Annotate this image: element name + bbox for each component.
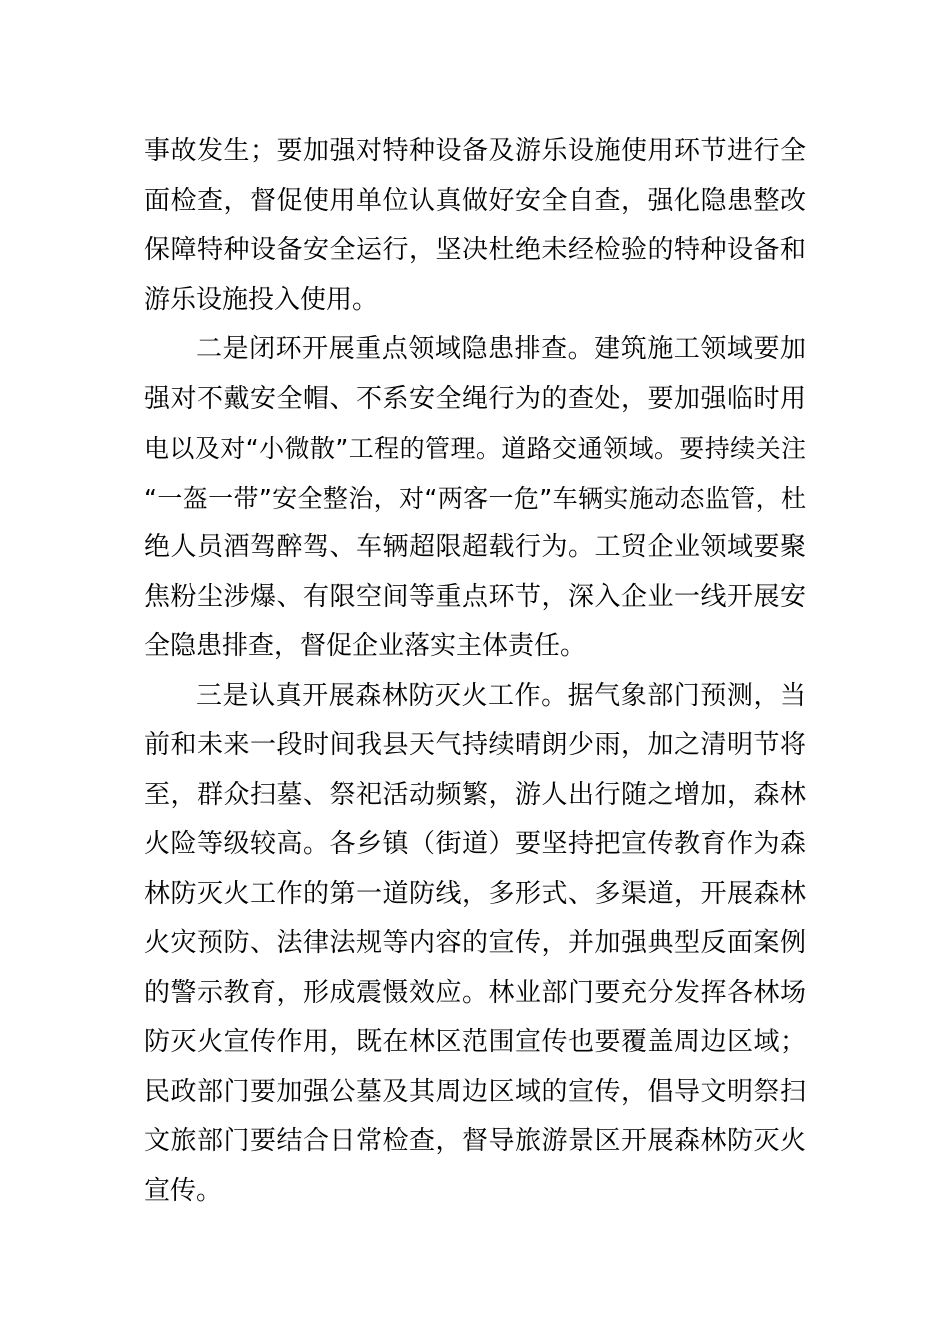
- text-line: 焦粉尘涉爆、有限空间等重点环节，深入企业一线开展安: [144, 581, 806, 612]
- text-line: 林防灭火工作的第一道防线，多形式、多渠道，开展森林: [144, 878, 806, 909]
- text-line: 的警示教育，形成震慑效应。林业部门要充分发挥各林场: [144, 977, 806, 1008]
- text-line: 全隐患排查，督促企业落实主体责任。: [144, 631, 587, 661]
- text-line: “一盔一带”安全整治，对“两客一危”车辆实施动态监管，杜: [144, 483, 806, 513]
- text-line: 电以及对“小微散”工程的管理。道路交通领域。要持续关注: [144, 434, 806, 463]
- text-line: 事故发生；要加强对特种设备及游乐设施使用环节进行全: [144, 136, 806, 166]
- text-line: 防灭火宣传作用，既在林区范围宣传也要覆盖周边区域；: [144, 1027, 806, 1057]
- text-line: 面检查，督促使用单位认真做好安全自查，强化隐患整改: [144, 185, 806, 216]
- paragraph-first-line: 二是闭环开展重点领域隐患排查。建筑施工领域要加: [196, 334, 806, 364]
- text-line: 保障特种设备安全运行，坚决杜绝未经检验的特种设备和: [144, 235, 806, 265]
- text-line: 民政部门要加强公墓及其周边区域的宣传，倡导文明祭扫: [144, 1076, 806, 1107]
- text-line: 宣传。: [144, 1175, 223, 1206]
- paragraph-first-line: 三是认真开展森林防灭火工作。据气象部门预测，当: [196, 680, 806, 711]
- text-line: 至，群众扫墓、祭祀活动频繁，游人出行随之增加，森林: [144, 779, 806, 810]
- text-line: 强对不戴安全帽、不系安全绳行为的查处，要加强临时用: [144, 383, 806, 414]
- text-line: 火灾预防、法律法规等内容的宣传，并加强典型反面案例: [144, 928, 806, 958]
- text-line: 文旅部门要结合日常检查，督导旅游景区开展森林防灭火: [144, 1126, 806, 1156]
- text-line: 游乐设施投入使用。: [144, 284, 379, 315]
- text-line: 绝人员酒驾醉驾、车辆超限超载行为。工贸企业领域要聚: [144, 532, 806, 562]
- body-text: [144, 127, 806, 1216]
- text-line: 前和未来一段时间我县天气持续晴朗少雨，加之清明节将: [144, 730, 806, 760]
- text-line: 火险等级较高。各乡镇（街道）要坚持把宣传教育作为森: [144, 829, 806, 859]
